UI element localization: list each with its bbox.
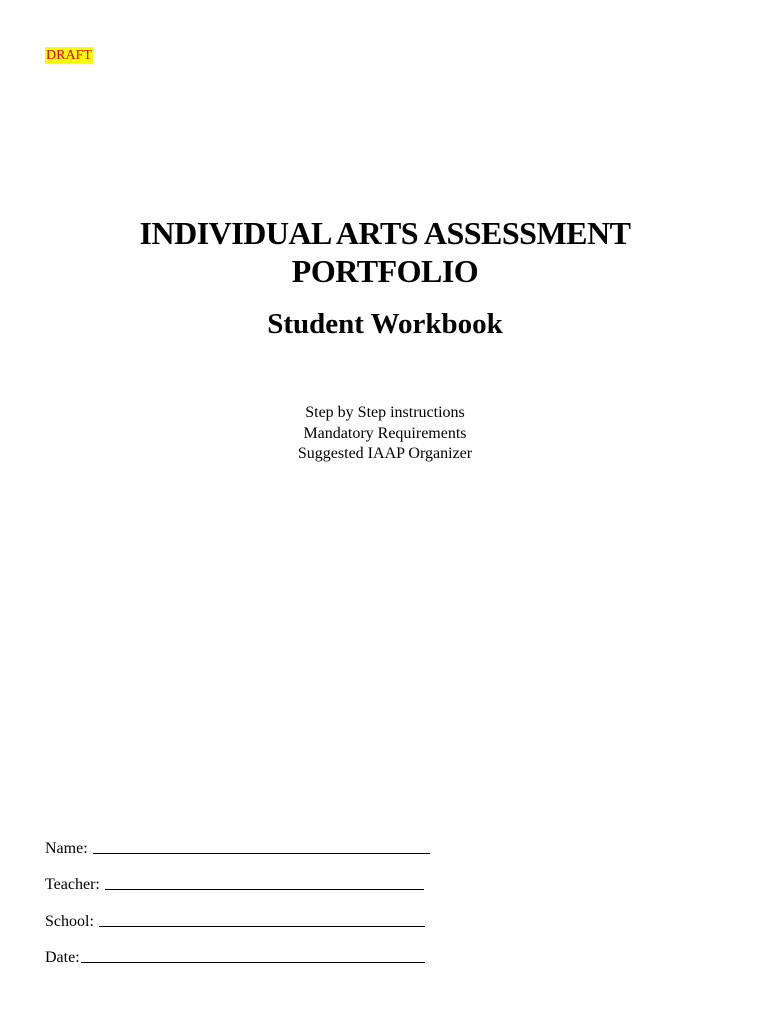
student-info-form — [45, 822, 430, 968]
school-blank-line[interactable] — [99, 922, 425, 927]
draft-label: DRAFT — [46, 48, 92, 63]
contents-item: Mandatory Requirements — [303, 424, 467, 442]
document-subtitle: Student Workbook — [267, 308, 503, 340]
name-field[interactable] — [45, 822, 430, 859]
school-field[interactable] — [45, 895, 430, 932]
teacher-label: Teacher: — [45, 876, 100, 893]
title-line-1: INDIVIDUAL ARTS ASSESSMENT — [139, 215, 631, 251]
date-field[interactable] — [45, 932, 430, 969]
teacher-field[interactable] — [45, 859, 430, 896]
name-blank-line[interactable] — [93, 849, 430, 854]
document-title — [0, 214, 770, 290]
date-blank-line[interactable] — [81, 958, 425, 963]
name-label: Name: — [45, 839, 88, 857]
contents-item: Step by Step instructions — [305, 404, 465, 421]
date-label: Date: — [45, 949, 80, 966]
contents-list — [0, 403, 770, 465]
teacher-blank-line[interactable] — [105, 885, 424, 890]
contents-item: Suggested IAAP Organizer — [297, 445, 473, 462]
title-line-2: PORTFOLIO — [291, 253, 479, 289]
school-label: School: — [45, 912, 94, 930]
